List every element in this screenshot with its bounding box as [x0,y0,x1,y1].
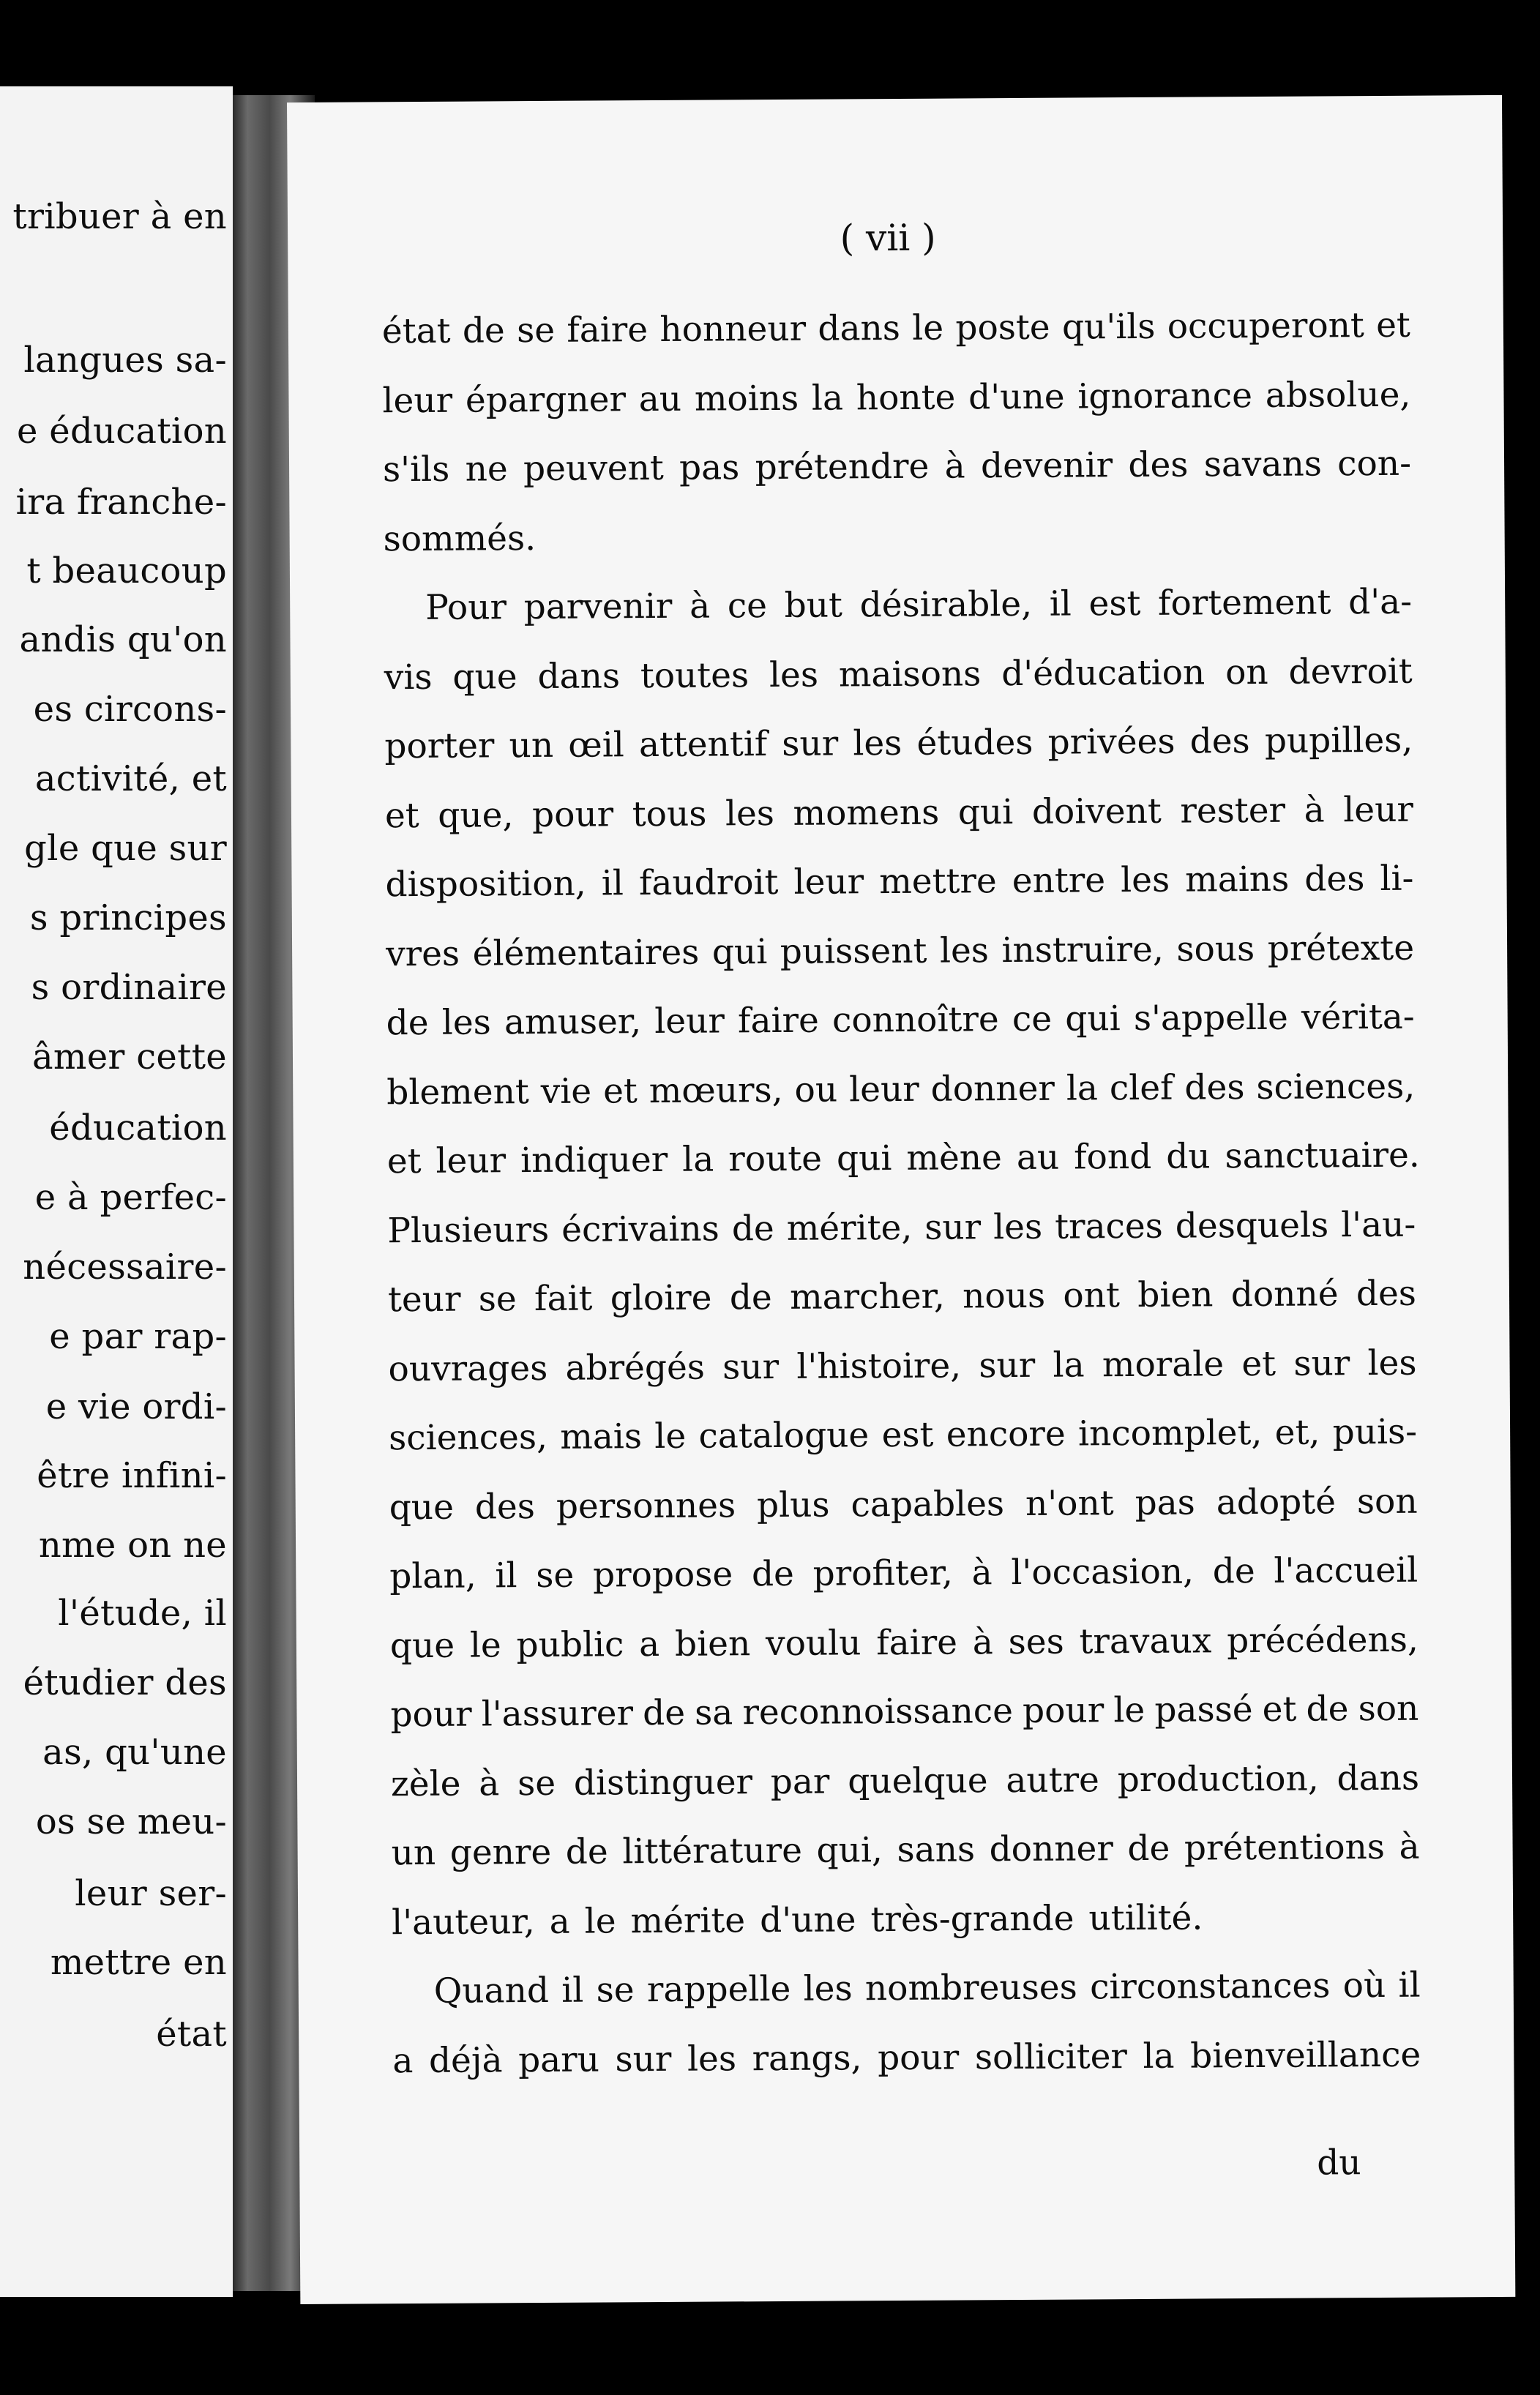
left-page-fragment [0,86,233,2297]
text-line: disposition, il faudroit leur mettre entre les mains des li- [385,858,1414,905]
left-page-line: s ordinaire [31,967,227,1008]
text-line: teur se fait gloire de marcher, nous ont bien donné des [387,1273,1417,1320]
text-line: sommés. [383,518,537,559]
left-page-line: os se meu- [35,1801,227,1842]
text-line: et leur indiquer la route qui mène au fond du sanctuaire. [386,1135,1420,1182]
left-page-line: t beaucoup [26,550,227,591]
left-page-line: s principes [29,897,227,938]
text-line: s'ils ne peuvent pas prétendre à devenir des savans con- [382,443,1412,490]
left-page-line: as, qu'une [42,1732,227,1773]
left-page-line: être infini- [37,1455,227,1496]
left-page-line: e par rap- [49,1316,227,1357]
text-line: vis que dans toutes les maisons d'éducation on devroit [384,651,1413,698]
right-page [287,95,1515,2304]
left-page-line: l'étude, il [58,1593,227,1634]
left-page-line: leur ser- [75,1873,227,1914]
left-page-line: étudier des [23,1662,227,1703]
left-page-line: tribuer à en [12,196,227,237]
left-page-line: gle que sur [24,828,227,869]
text-line: a déjà paru sur les rangs, pour solliciter la bienveillance [392,2034,1421,2081]
catchword: du [1317,2142,1361,2183]
left-page-line: e vie ordi- [45,1386,227,1427]
text-line: ouvrages abrégés sur l'histoire, sur la morale et sur les [388,1342,1417,1389]
left-page-line: nécessaire- [23,1247,227,1288]
text-line: Plusieurs écrivains de mérite, sur les traces desquels l'au- [387,1204,1416,1251]
text-line: plan, il se propose de profiter, à l'occasion, de l'accueil [389,1550,1418,1597]
text-line: état de se faire honneur dans le poste qu'ils occuperont et [381,304,1411,352]
left-page-line: e éducation [17,411,227,452]
page-number: ( vii ) [840,216,936,260]
text-line: zèle à se distinguer par quelque autre production, dans [390,1757,1420,1804]
text-line: leur épargner au moins la honte d'une ignorance absolue, [382,374,1411,421]
text-line: vres élémentaires qui puissent les instruire, sous prétexte [385,927,1415,974]
left-page-line: langues sa- [23,340,227,381]
text-line: de les amuser, leur faire connoître ce qui s'appelle vérita- [386,996,1415,1044]
left-page-line: es circons- [33,689,227,730]
text-line: porter un œil attentif sur les études privées des pupilles, [384,720,1413,767]
left-page-line: mettre en [50,1942,227,1983]
text-line: l'auteur, a le mérite d'une très-grande utilité. [392,1897,1203,1943]
left-page-line: andis qu'on [19,619,227,660]
left-page-line: ira franche- [15,482,227,523]
left-page-line: âmer cette [31,1036,227,1077]
text-line: et que, pour tous les momens qui doivent rester à leur [384,789,1414,836]
text-line: blement vie et mœurs, ou leur donner la clef des sciences, [386,1066,1416,1113]
text-line: que le public a bien voulu faire à ses travaux précédens, [389,1619,1419,1666]
text-line: un genre de littérature qui, sans donner de prétentions à [391,1826,1420,1874]
left-page-line: activité, et [34,758,227,799]
text-line: que des personnes plus capables n'ont pas adopté son [389,1481,1418,1528]
left-page-line: éducation [49,1107,227,1148]
left-page-line: état [156,2014,227,2055]
text-line: pour l'assurer de sa reconnoissance pour le passé et de son [390,1688,1419,1735]
text-line: Pour parvenir à ce but désirable, il est fortement d'a- [425,581,1413,628]
left-page-line: nme on ne [38,1525,227,1566]
text-line: Quand il se rappelle les nombreuses circonstances où il [433,1965,1421,2011]
text-line: sciences, mais le catalogue est encore incomplet, et, puis- [388,1411,1418,1459]
left-page-line: e à perfec- [34,1177,227,1218]
